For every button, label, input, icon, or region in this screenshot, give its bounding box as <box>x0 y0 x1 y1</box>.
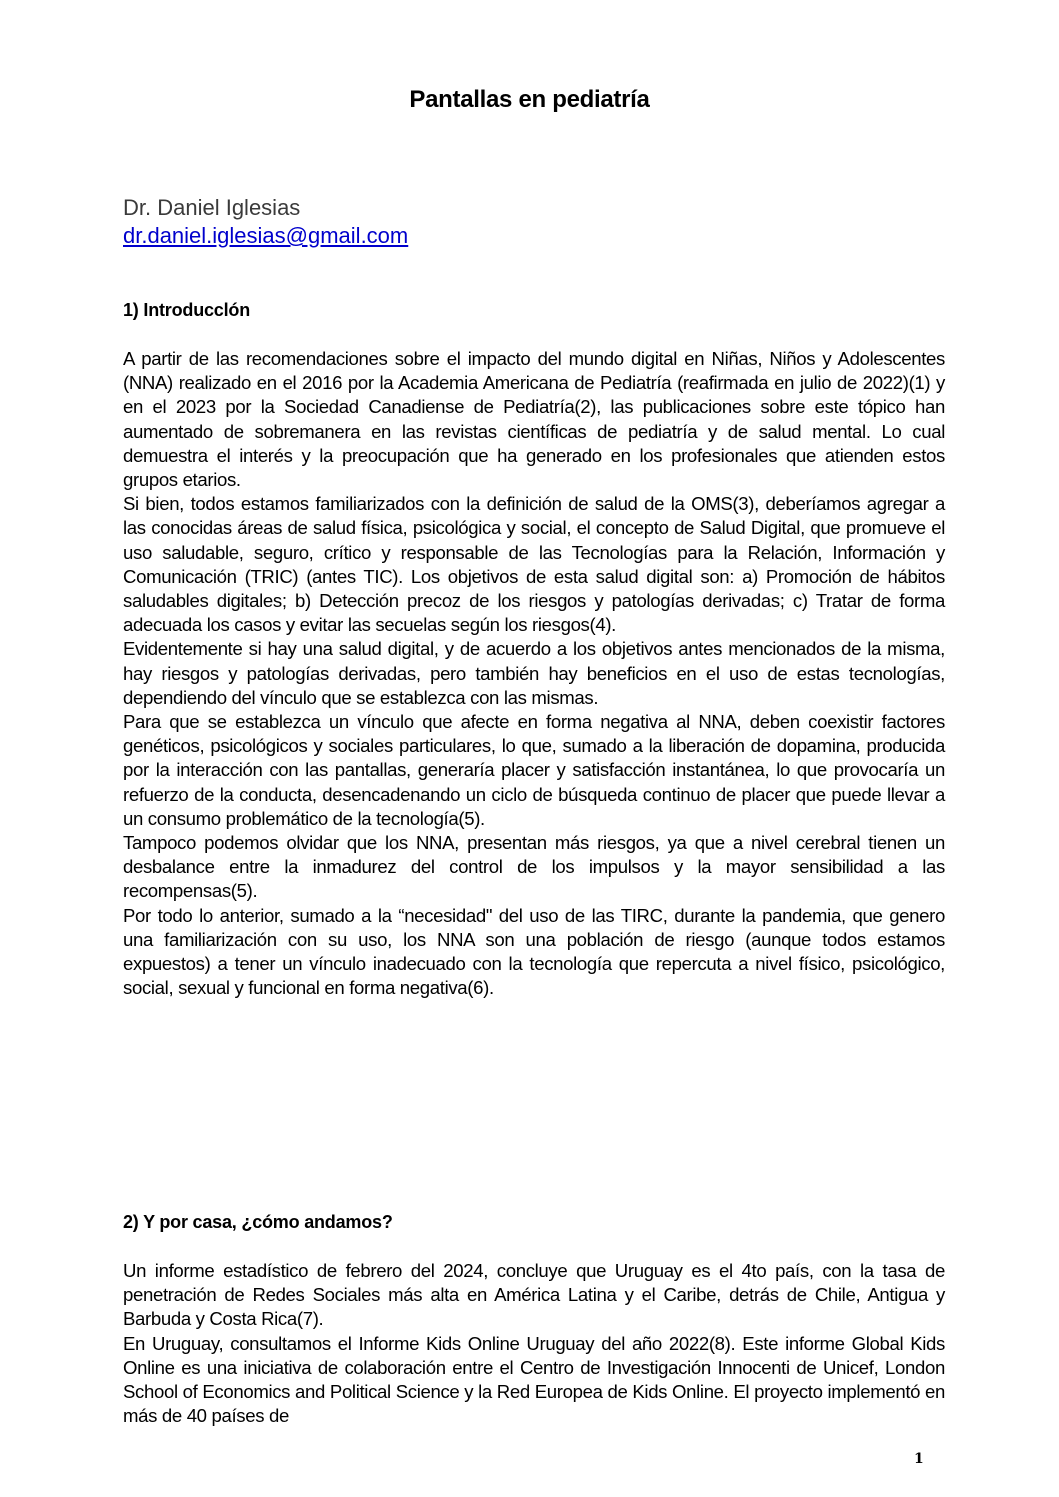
author-name: Dr. Daniel Iglesias <box>123 195 301 220</box>
paragraph: A partir de las recomendaciones sobre el impacto del mundo digital en Niñas, Niños y Adolescentes (NNA) realizado en el 2016 por la Academia Americana de Pediatría (reafirmada en julio de 2022)(1) y en el 2023 por la Sociedad Canadiense de Pediatría(2), las publicaciones sobre este tópico han aumentado de sobremanera en las revistas científicas de pediatría y de salud mental. Lo cual demuestra el interés y la preocupación que ha generado en los profesionales que atienden estos grupos etarios. <box>123 348 945 491</box>
page-number: 1 <box>914 1451 924 1467</box>
author-email-link[interactable]: dr.daniel.iglesias@gmail.com <box>123 223 409 248</box>
section-heading-y-por-casa: 2) Y por casa, ¿cómo andamos? <box>123 1212 393 1232</box>
section-heading-introduccion: 1) Introducclón <box>123 300 250 320</box>
page-title: Pantallas en pediatría <box>409 86 650 113</box>
paragraph: Tampoco podemos olvidar que los NNA, presentan más riesgos, ya que a nivel cerebral tienen un desbalance entre la inmadurez del control de los impulsos y la mayor sensibilidad a las recompensas(5). <box>123 832 945 902</box>
section-body-introduccion <box>123 347 945 1000</box>
paragraph: En Uruguay, consultamos el Informe Kids Online Uruguay del año 2022(8). Este informe Global Kids Online es una iniciativa de colaboración entre el Centro de Investigación Innocenti de Unicef, London School of Economics and Political Science y la Red Europea de Kids Online. El proyecto implementó en más de 40 países de <box>123 1332 945 1427</box>
paragraph: Si bien, todos estamos familiarizados con la definición de salud de la OMS(3), deberíamos agregar a las conocidas áreas de salud física, psicológica y social, el concepto de Salud Digital, que promueve el uso saludable, seguro, crítico y responsable de las Tecnologías para la Relación, Información y Comunicación (TRIC) (antes TIC). Los objetivos de esta salud digital son: a) Promoción de hábitos saludables digitales; b) Detección precoz de los riesgos y patologías derivadas; c) Tratar de forma adecuada los casos y evitar las secuelas según los riesgos(4). <box>123 493 945 636</box>
section-body-y-por-casa <box>123 1259 945 1428</box>
paragraph: Para que se establezca un vínculo que afecte en forma negativa al NNA, deben coexistir factores genéticos, psicológicos y sociales particulares, lo que, sumado a la liberación de dopamina, producida por la interacción con las pantallas, generaría placer y satisfacción instantánea, lo que provocaría un refuerzo de la conducta, desencadenando un ciclo de búsqueda continuo de placer que puede llevar a un consumo problemático de la tecnología(5). <box>123 711 945 829</box>
paragraph: Un informe estadístico de febrero del 2024, concluye que Uruguay es el 4to país, con la tasa de penetración de Redes Sociales más alta en América Latina y el Caribe, detrás de Chile, Antigua y Barbuda y Costa Rica(7). <box>123 1260 945 1330</box>
paragraph: Por todo lo anterior, sumado a la “necesidad" del uso de las TIRC, durante la pandemia, que genero una familiarización con su uso, los NNA son una población de riesgo (aunque todos estamos expuestos) a tener un vínculo inadecuado con la tecnología que repercuta a nivel físico, psicológico, social, sexual y funcional en forma negativa(6). <box>123 904 945 999</box>
paragraph: Evidentemente si hay una salud digital, y de acuerdo a los objetivos antes mencionados de la misma, hay riesgos y patologías derivadas, pero también hay beneficios en el uso de estas tecnologías, dependiendo del vínculo que se establezca con las mismas. <box>123 638 945 708</box>
